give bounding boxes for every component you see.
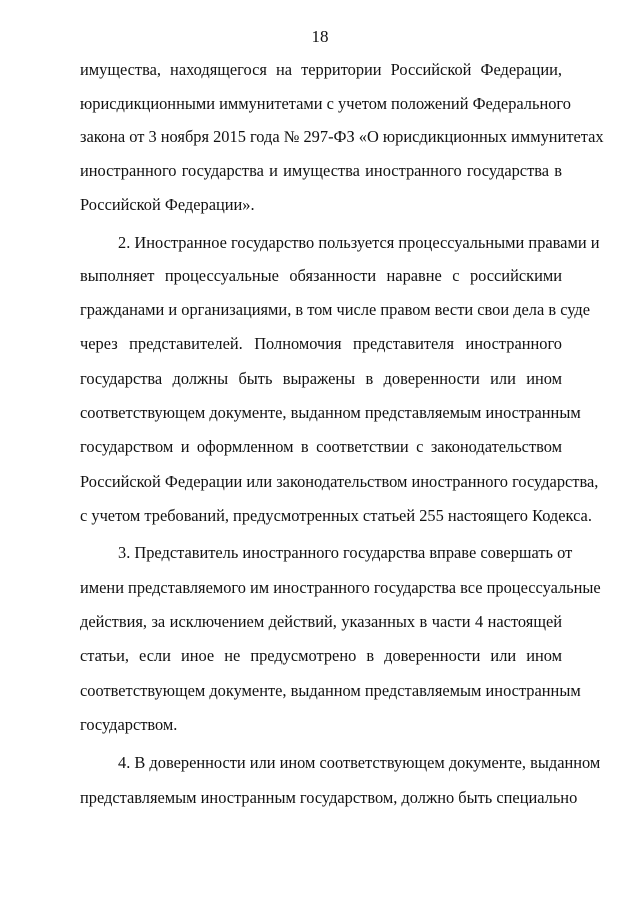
text-line: выполняет процессуальные обязанности наравне с российскими: [80, 266, 562, 285]
text-line: соответствующем документе, выданном представляемым иностранным: [80, 403, 581, 422]
text-line: гражданами и организациями, в том числе правом вести свои дела в суде: [80, 300, 591, 319]
text-line: 3. Представитель иностранного государства вправе совершать от: [118, 543, 573, 562]
text-line: Российской Федерации или законодательством иностранного государства,: [80, 472, 599, 491]
text-line: соответствующем документе, выданном представляемым иностранным: [80, 681, 581, 700]
text-line: государством и оформленном в соответствии с законодательством: [80, 437, 562, 456]
text-line: иностранного государства и имущества иностранного государства в: [80, 161, 562, 180]
text-line: имени представляемого им иностранного государства все процессуальные: [80, 578, 601, 597]
text-line: с учетом требований, предусмотренных статьей 255 настоящего Кодекса.: [80, 506, 592, 525]
text-line: 2. Иностранное государство пользуется процессуальными правами и: [118, 233, 600, 252]
text-line: имущества, находящегося на территории Российской Федерации,: [80, 60, 562, 79]
text-line: статьи, если иное не предусмотрено в доверенности или ином: [80, 646, 562, 665]
text-line: государства должны быть выражены в доверенности или ином: [80, 369, 562, 388]
text-line: юрисдикционными иммунитетами с учетом положений Федерального: [80, 94, 571, 113]
text-line: Российской Федерации».: [80, 195, 255, 214]
text-line: закона от 3 ноября 2015 года № 297-ФЗ «О юрисдикционных иммунитетах: [80, 127, 604, 146]
page-number: 18: [311, 27, 329, 46]
text-line: государством.: [80, 715, 178, 734]
text-line: через представителей. Полномочия представителя иностранного: [80, 334, 562, 353]
text-line: действия, за исключением действий, указанных в части 4 настоящей: [80, 612, 562, 631]
text-line: 4. В доверенности или ином соответствующем документе, выданном: [118, 753, 601, 772]
text-line: представляемым иностранным государством, должно быть специально: [80, 788, 578, 807]
